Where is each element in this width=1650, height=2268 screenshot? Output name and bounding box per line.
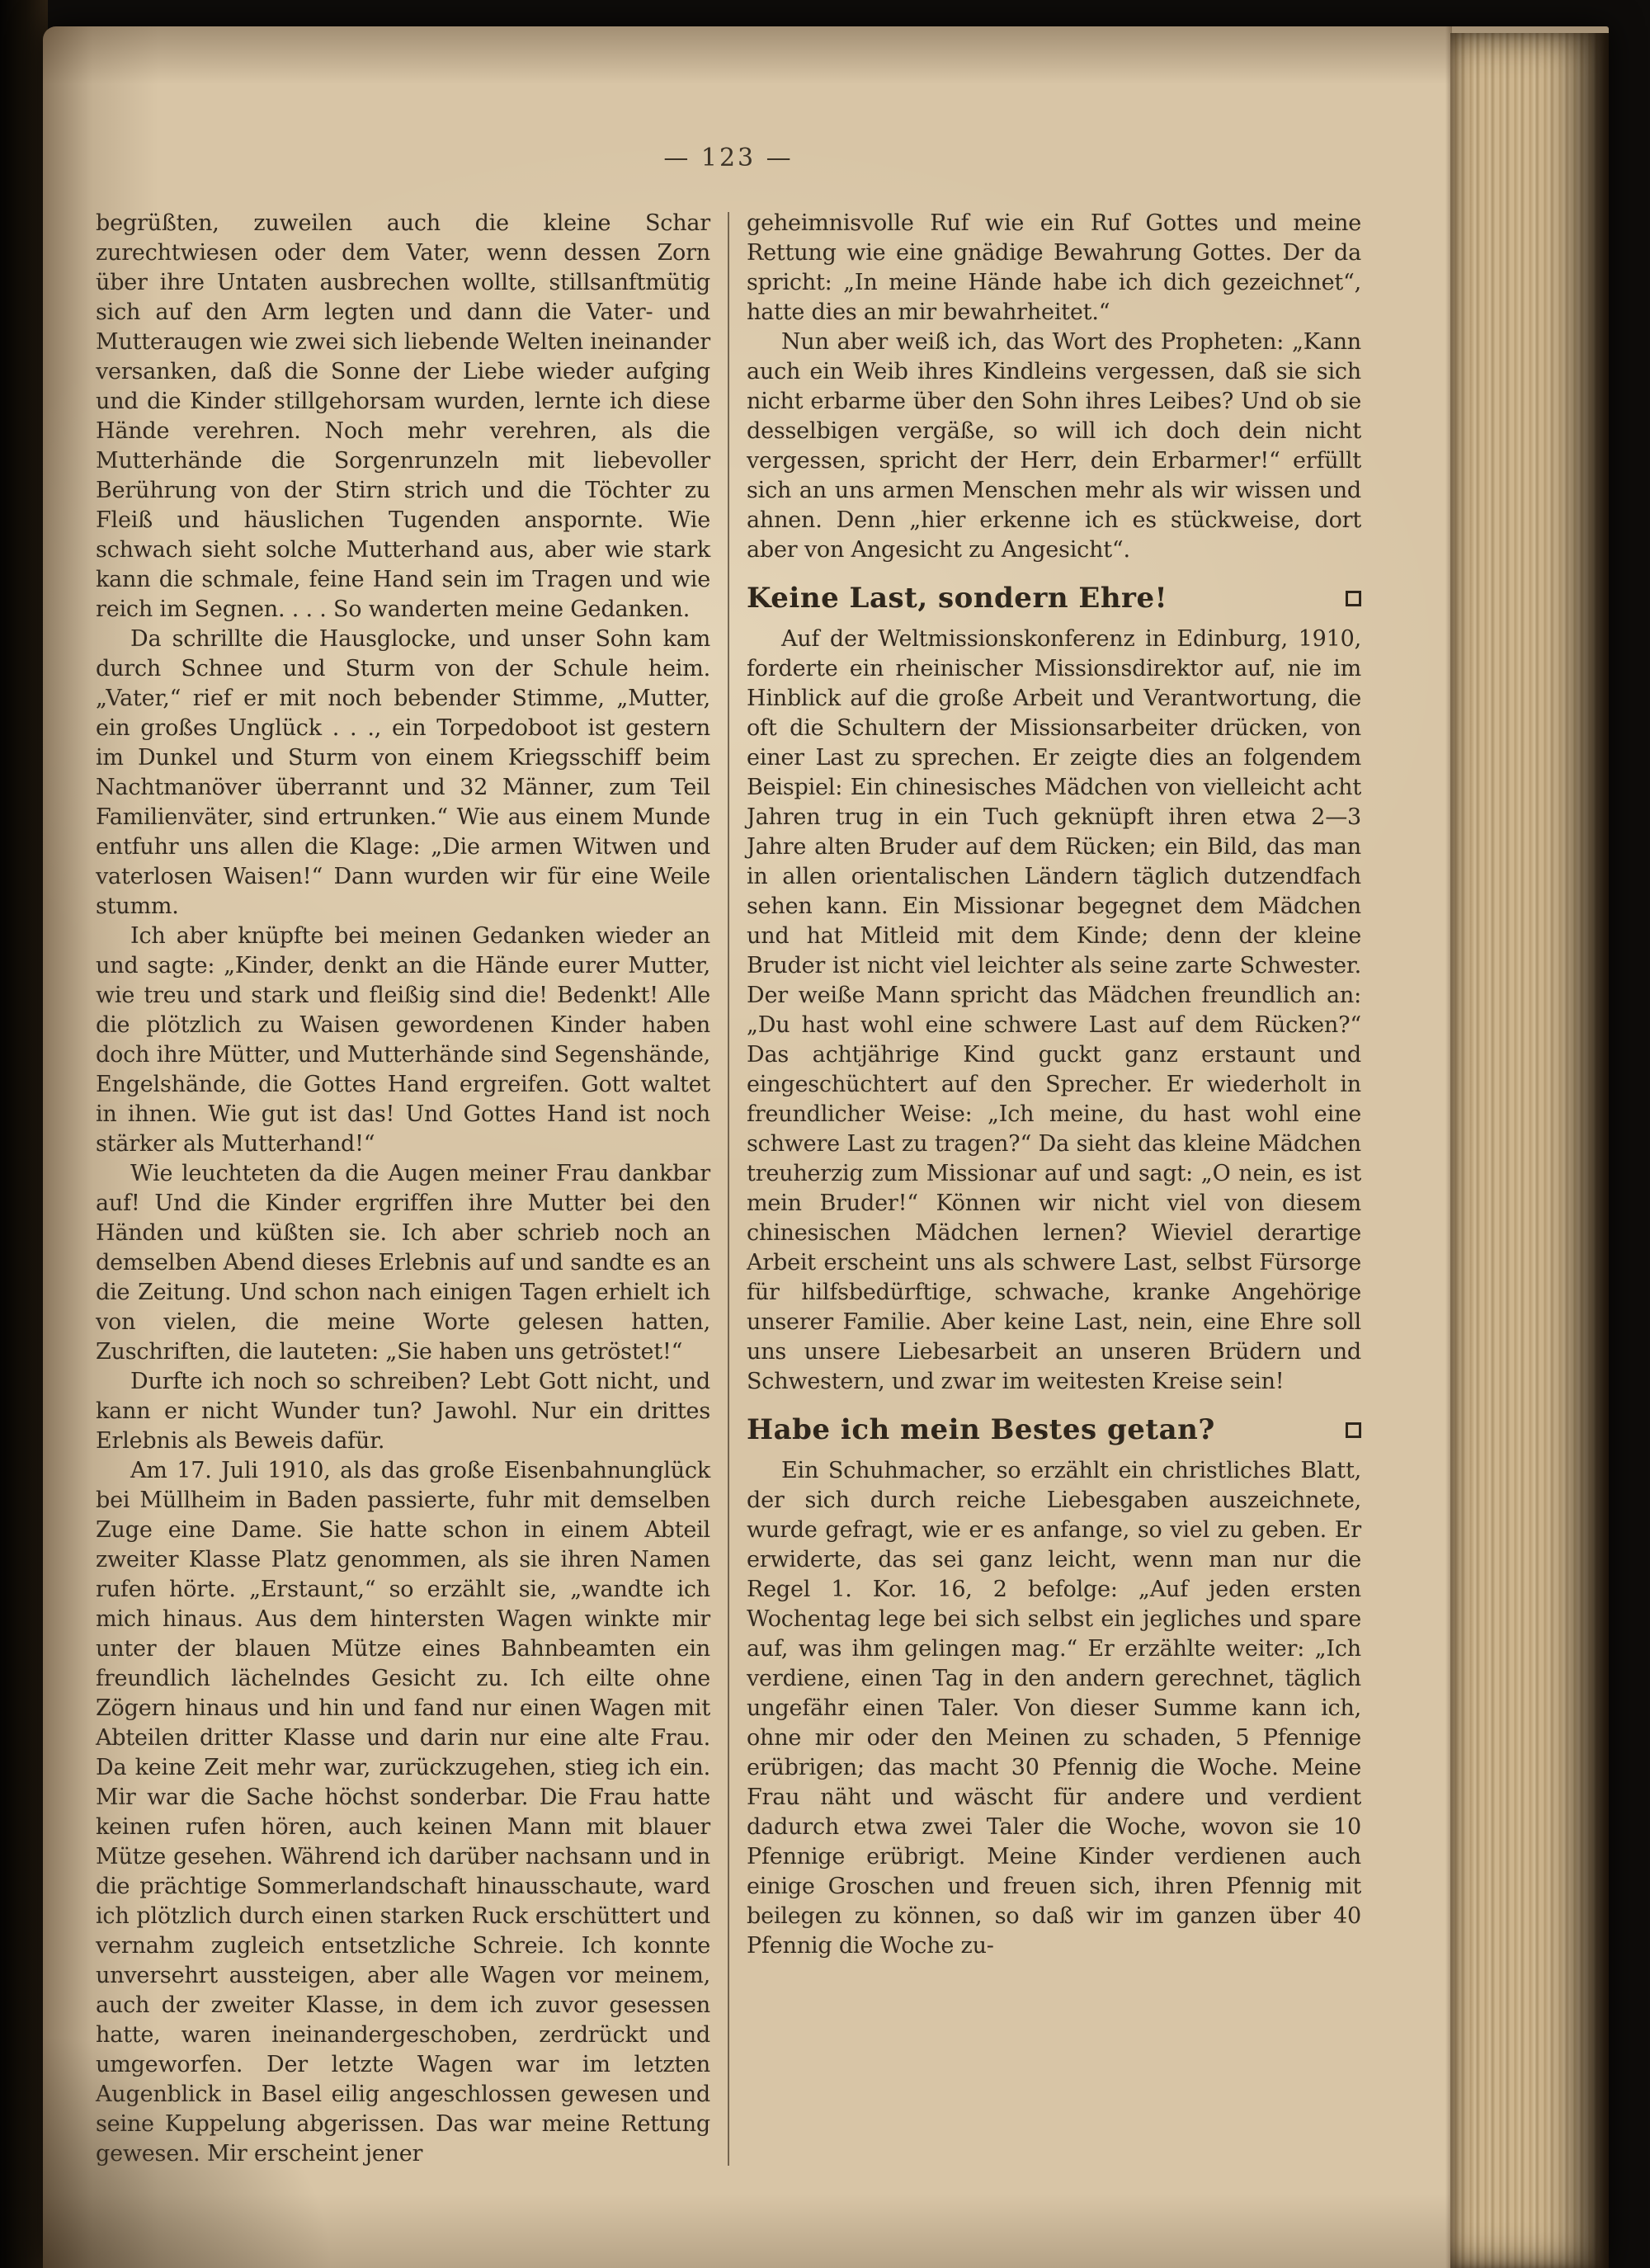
page-edges-shadow [1591, 33, 1609, 2268]
text-columns [96, 209, 1361, 2169]
page-number: — 123 — [663, 144, 794, 172]
paragraph: geheimnisvolle Ruf wie ein Ruf Gottes und meine Rettung wie eine gnädige Bewahrung Gottes. Der da spricht: „In meine Hände habe ich dich gezeichnet“, hatte dies an mir bewahrheitet.“ [747, 210, 1361, 325]
section-end-square-icon [1346, 591, 1361, 606]
section-end-square-icon [1346, 1422, 1361, 1438]
column-divider [728, 212, 729, 2166]
paragraph: Da schrillte die Hausglocke, und unser Sohn kam durch Schnee und Sturm von der Schule heim. „Vater,“ rief er mit noch bebender Stimme, „Mutter, ein großes Unglück . . ., ein Torpedoboot ist gestern im Dunkel und Sturm von einem Kriegsschiff beim Nachtmanöver überrannt und 32 Männer, zum Teil Familienväter, sind ertrunken.“ Wie aus einem Munde entfuhr uns allen die Klage: „Die armen Witwen und vaterlosen Waisen!“ Dann wurden wir für eine Weile stumm. [96, 626, 710, 919]
paragraph: Durfte ich noch so schreiben? Lebt Gott nicht, und kann er nicht Wunder tun? Jawohl. Nur ein drittes Erlebnis als Beweis dafür. [96, 1369, 710, 1454]
page-content [96, 144, 1361, 2169]
paragraph: Am 17. Juli 1910, als das große Eisenbahnunglück bei Müllheim in Baden passierte, fuhr mit demselben Zuge eine Dame. Sie hatte schon in einem Abteil zweiter Klasse Platz genommen, als sie ihren Namen rufen hörte. „Erstaunt,“ so erzählt sie, „wandte ich mich hinaus. Aus dem hintersten Wagen winkte mir unter der blauen Mütze eines Bahnbeamten ein freundlich lächelndes Gesicht zu. Ich eilte ohne Zögern hinaus und hin und fand nur einen Wagen mit Abteilen dritter Klasse und darin nur eine alte Frau. Da keine Zeit mehr war, zurückzugehen, stieg ich ein. Mir war die Sache höchst sonderbar. Die Frau hatte keinen rufen hören, auch keinen Mann mit blauer Mütze gesehen. Während ich darüber nachsann und in die prächtige Sommerlandschaft hinausschaute, ward ich plötzlich durch einen starken Ruck erschüttert und vernahm zugleich entsetzliche Schreie. Ich konnte unversehrt aussteigen, aber alle Wagen vor meinem, auch der zweiter Klasse, in dem ich zuvor gesessen hatte, waren ineinandergeschoben, zerdrückt und umgeworfen. Der letzte Wagen war im letzten Augenblick in Basel eilig angeschlossen gewesen und seine Kuppelung abgerissen. Das war meine Rettung gewesen. Mir erscheint jener [96, 1458, 710, 2167]
text-column-right [747, 209, 1361, 2169]
paragraph: begrüßten, zuweilen auch die kleine Schar zurechtwiesen oder dem Vater, wenn dessen Zorn über ihre Untaten ausbrechen wollte, stillsanftmütig sich auf den Arm legten und dann die Vater- und Mutteraugen wie zwei sich liebende Welten ineinander versanken, daß die Sonne der Liebe wieder aufging und die Kinder stillgehorsam wurden, lernte ich diese Hände verehren. Noch mehr verehren, als die Mutterhände die Sorgenrunzeln mit liebevoller Berührung von der Stirn strich und die Töchter zu Fleiß und häuslichen Tugenden anspornte. Wie schwach sieht solche Mutterhand aus, aber wie stark kann die schmale, feine Hand sein im Tragen und wie reich im Segnen. . . . So wanderten meine Gedanken. [96, 210, 710, 622]
paragraph: Nun aber weiß ich, das Wort des Propheten: „Kann auch ein Weib ihres Kindleins vergessen, daß sie sich nicht erbarme über den Sohn ihres Leibes? Und ob sie desselbigen vergäße, so will ich doch dein nicht vergessen, spricht der Herr, dein Erbarmer!“ erfüllt sich an uns armen Menschen mehr als wir wissen und ahnen. Denn „hier erkenne ich es stückweise, dort aber von Angesicht zu Angesicht“. [747, 329, 1361, 563]
book-spine [0, 0, 48, 2268]
section-heading-text: Habe ich mein Bestes getan? [747, 1413, 1215, 1446]
paragraph: Ein Schuhmacher, so erzählt ein christliches Blatt, der sich durch reiche Liebesgaben auszeichnete, wurde gefragt, wie er es anfange, so viel zu geben. Er erwiderte, das sei ganz leicht, wenn man nur die Regel 1. Kor. 16, 2 befolge: „Auf jeden ersten Wochentag lege bei sich selbst ein jegliches und spare auf, was ihm gelingen mag.“ Er erzählte weiter: „Ich verdiene, einen Tag in den andern gerechnet, täglich ungefähr einen Taler. Von dieser Summe kann ich, ohne mir oder den Meinen zu schaden, 5 Pfennige erübrigen; das macht 30 Pfennig die Woche. Meine Frau näht und wäscht für andere und verdient dadurch etwa zwei Taler die Woche, wovon sie 10 Pfennige erübrigt. Meine Kinder verdienen auch einige Groschen und freuen sich, ihren Pfennig mit beilegen zu können, so daß wir im ganzen über 40 Pfennig die Woche zu- [747, 1458, 1361, 1959]
book-page [43, 26, 1609, 2268]
section-heading [747, 1415, 1361, 1445]
section-heading-text: Keine Last, sondern Ehre! [747, 582, 1168, 615]
paragraph: Auf der Weltmissionskonferenz in Edinburg, 1910, forderte ein rheinischer Missionsdirektor auf, nie im Hinblick auf die große Arbeit und Verantwortung, die oft die Schultern der Missionsarbeiter drücken, von einer Last zu sprechen. Er zeigte dies an folgendem Beispiel: Ein chinesisches Mädchen von vielleicht acht Jahren trug in ein Tuch geknüpft ihren etwa 2—3 Jahre alten Bruder auf dem Rücken; ein Bild, das man in allen orientalischen Ländern täglich dutzendfach sehen kann. Ein Missionar begegnet dem Mädchen und hat Mitleid mit dem Kinde; denn der kleine Bruder ist nicht viel leichter als seine zarte Schwester. Der weiße Mann spricht das Mädchen freundlich an: „Du hast wohl eine schwere Last auf dem Rücken?“ Das achtjährige Kind guckt ganz erstaunt und eingeschüchtert auf den Sprecher. Er wiederholt in freundlicher Weise: „Ich meine, du hast wohl eine schwere Last zu tragen?“ Da sieht das kleine Mädchen treuherzig zum Missionar auf und sagt: „O nein, es ist mein Bruder!“ Können wir nicht viel von diesem chinesischen Mädchen lernen? Wieviel derartige Arbeit erscheint uns als schwere Last, selbst Fürsorge für hilfsbedürftige, schwache, kranke Angehörige unserer Familie. Aber keine Last, nein, eine Ehre soll uns unsere Liebesarbeit an unseren Brüdern und Schwestern, und zwar im weitesten Kreise sein! [747, 626, 1361, 1394]
paragraph: Ich aber knüpfte bei meinen Gedanken wieder an und sagte: „Kinder, denkt an die Hände eurer Mutter, wie treu und stark und fleißig sind die! Bedenkt! Alle die plötzlich zu Waisen gewordenen Kinder haben doch ihre Mütter, und Mutterhände sind Segenshände, Engelshände, die Gottes Hand ergreifen. Gott waltet in ihnen. Wie gut ist das! Und Gottes Hand ist noch stärker als Mutterhand!“ [96, 923, 710, 1157]
page-edges [1450, 33, 1609, 2268]
section-heading [747, 583, 1361, 613]
text-column-left [96, 209, 710, 2169]
paragraph: Wie leuchteten da die Augen meiner Frau dankbar auf! Und die Kinder ergriffen ihre Mutter bei den Händen und küßten sie. Ich aber schrieb noch an demselben Abend dieses Erlebnis auf und sandte es an die Zeitung. Und schon nach einigen Tagen erhielt ich von vielen, die meine Worte gelesen hatten, Zuschriften, die lauteten: „Sie haben uns getröstet!“ [96, 1161, 710, 1365]
